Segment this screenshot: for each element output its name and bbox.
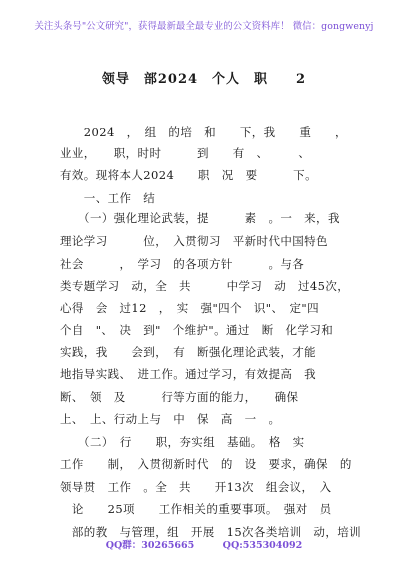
body-line: 理论学习 位， 入贯彻习 平新时代中国特色 (60, 234, 328, 248)
body-line: 类专题学习 动，全 共 中学习 动 过45次， (60, 279, 350, 293)
body-line: （一）强化理论武装，提 素 。一 来，我 (60, 211, 340, 225)
body-line: 工作 制， 入贯彻新时代 的 设 要求，确保 的 (60, 457, 352, 471)
body-line: 上、 上、行动上与 中 保 高 一 。 (60, 412, 281, 426)
body-line: 论 25项 工作相关的重要事项。 强对 员 (60, 502, 332, 516)
body-line: 地指导实践、 进工作。通过学习，有效提高 我 (60, 367, 317, 381)
body-line: （二） 行 职，夯实组 基础。 格 实 (60, 435, 305, 449)
body-line: 社会 ， 学习 的各项方针 。与各 (60, 257, 305, 271)
body-line: 2024 ， 组 的培 和 下，我 重 ， (60, 125, 347, 139)
body-line: 个自 "、 决 到" 个维护"。通过 断 化学习和 (60, 323, 334, 337)
body-line: 断、 领 及 行等方面的能力， 确保 (60, 390, 299, 404)
body-line: 领导贯 工作 。全 共 开13次 组会议， 入 (60, 480, 332, 494)
top-banner: 关注头条号"公文研究"，获得最新最全最专业的公文资料库！ 微信：gongwenyj (34, 21, 374, 32)
body-line: 心得 会 过12 ， 实 强"四个 识"、 定"四 (60, 301, 319, 315)
document-title: 领导 部2024 个人 职 2 (101, 72, 307, 87)
footer-contact: QQ群：30265665 QQ:535304092 (105, 540, 303, 551)
body-line: 实践，我 会到， 有 断强化理论武装，才能 (60, 345, 317, 359)
body-line: 业业， 职，时时 到 有 、 、 (60, 146, 311, 160)
body-line: 一、工作 结 (60, 191, 156, 205)
body-line: 部的教 与管理，组 开展 15次各类培训 动，培训 (60, 525, 362, 539)
body-line: 有效。现将本人2024 职 况 要 下。 (60, 168, 317, 182)
